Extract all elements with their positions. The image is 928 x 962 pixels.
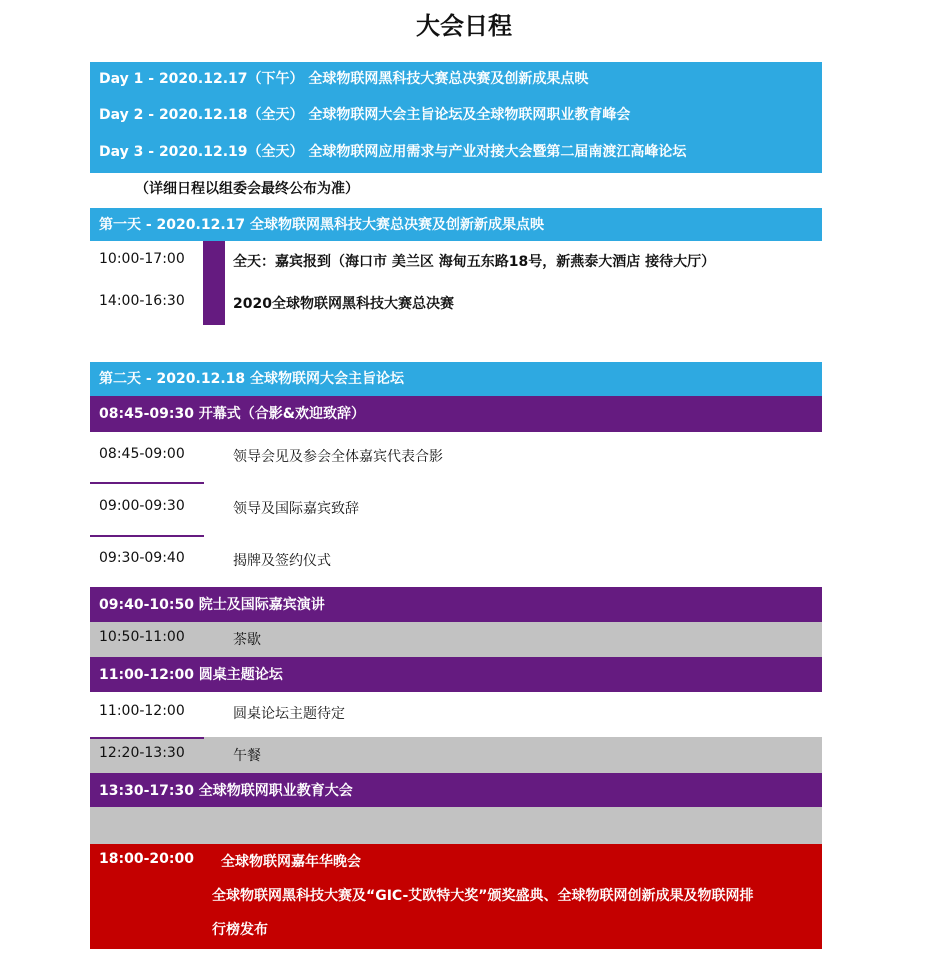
education-text: 13:30-17:30 全球物联网职业教育大会 — [99, 783, 353, 799]
opening-row-time: 08:45-09:00 — [99, 446, 185, 462]
schedule-note: （详细日程以组委会最终公布为准） — [135, 181, 359, 197]
overview-block — [90, 62, 822, 173]
gala-title: 全球物联网嘉年华晚会 — [221, 854, 361, 870]
day2-header-text: 第二天 - 2020.12.18 全球物联网大会主旨论坛 — [99, 371, 404, 387]
gala-description-line2: 行榜发布 — [212, 922, 268, 938]
opening-row-time: 09:00-09:30 — [99, 498, 185, 514]
opening-ceremony-text: 08:45-09:30 开幕式（合影&欢迎致辞） — [99, 406, 366, 422]
day1-header-text: 第一天 - 2020.12.17 全球物联网黑科技大赛总决赛及创新新成果点映 — [99, 217, 544, 233]
lunch-time: 12:20-13:30 — [99, 745, 185, 761]
empty-gray-row — [90, 807, 822, 844]
education-header — [90, 773, 822, 807]
gala-description-line1: 全球物联网黑科技大赛及“GIC-艾欧特大奖”颁奖盛典、全球物联网创新成果及物联网排 — [212, 888, 754, 904]
opening-row-time: 09:30-09:40 — [99, 550, 185, 566]
academician-header — [90, 587, 822, 622]
day1-header — [90, 208, 822, 241]
overview-day1: Day 1 - 2020.12.17（下午） 全球物联网黑科技大赛总决赛及创新成果点映 — [99, 71, 589, 87]
academician-text: 09:40-10:50 院士及国际嘉宾演讲 — [99, 597, 325, 613]
day1-row-desc: 全天：嘉宾报到（海口市 美兰区 海甸五东路18号，新燕泰大酒店 接待大厅） — [233, 254, 716, 270]
page-title: 大会日程 — [416, 12, 512, 40]
gala-block — [90, 844, 822, 949]
lunch-row — [90, 737, 822, 773]
day1-row-time: 10:00-17:00 — [99, 251, 185, 267]
roundtable-row-time: 11:00-12:00 — [99, 703, 185, 719]
day1-row-desc: 2020全球物联网黑科技大赛总决赛 — [233, 296, 454, 312]
opening-row-desc: 领导会见及参会全体嘉宾代表合影 — [233, 449, 443, 465]
row-divider — [90, 737, 204, 739]
tea-break-row — [90, 622, 822, 657]
roundtable-row-desc: 圆桌论坛主题待定 — [233, 706, 345, 722]
tea-desc: 茶歇 — [233, 632, 261, 648]
opening-row-desc: 领导及国际嘉宾致辞 — [233, 501, 359, 517]
tea-time: 10:50-11:00 — [99, 629, 185, 645]
overview-day2: Day 2 - 2020.12.18（全天） 全球物联网大会主旨论坛及全球物联网职业教育峰会 — [99, 107, 631, 123]
gala-time: 18:00-20:00 — [99, 851, 194, 867]
overview-day3: Day 3 - 2020.12.19（全天） 全球物联网应用需求与产业对接大会暨第二届南渡江高峰论坛 — [99, 144, 687, 160]
opening-ceremony-header — [90, 396, 822, 432]
day1-vertical-bar — [203, 241, 225, 325]
day1-row-time: 14:00-16:30 — [99, 293, 185, 309]
lunch-desc: 午餐 — [233, 748, 261, 764]
roundtable-header — [90, 657, 822, 692]
day2-header — [90, 362, 822, 396]
roundtable-text: 11:00-12:00 圆桌主题论坛 — [99, 667, 283, 683]
opening-row-desc: 揭牌及签约仪式 — [233, 553, 331, 569]
row-divider — [90, 482, 204, 484]
row-divider — [90, 535, 204, 537]
